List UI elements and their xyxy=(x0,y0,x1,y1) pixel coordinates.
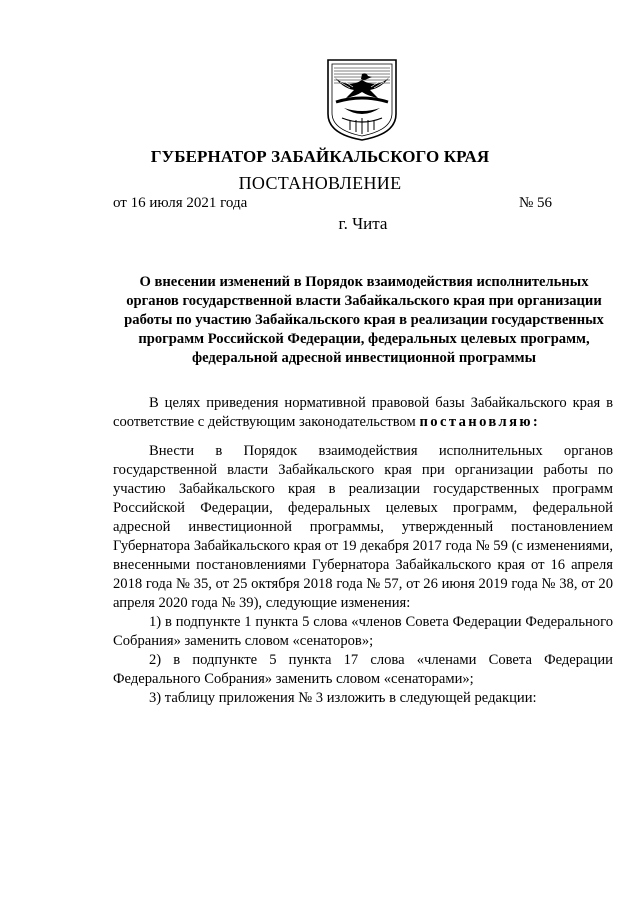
issuing-authority: ГУБЕРНАТОР ЗАБАЙКАЛЬСКОГО КРАЯ xyxy=(150,147,490,166)
coat-of-arms-icon xyxy=(326,58,398,142)
resolve-word: постановляю: xyxy=(419,414,541,430)
amendment-item-3: 3) таблицу приложения № 3 изложить в следующей редакции: xyxy=(149,690,537,706)
document-date: от 16 июля 2021 года xyxy=(113,195,248,211)
amendment-item-1: 1) в подпункте 1 пункта 5 слова «членов Совета Федерации Федерального Собрания» заменить словом «сенаторов»; xyxy=(113,614,613,649)
document-body xyxy=(113,394,613,708)
main-paragraph: Внести в Порядок взаимодействия исполнительных органов государственной власти Забайкальского края при организации работы по участию Забайкальского края в реализации государственных программ Российской Федерации, федеральных целевых программ, федеральной адресной инвестиционной программы, утвержденный постановлением Губернатора Забайкальского края от 19 декабря 2017 года № 59 (с изменениями, внесенными постановлениями Губернатора Забайкальского края от 16 апреля 2018 года № 35, от 25 октября 2018 года № 57, от 26 июня 2019 года № 38, от 20 апреля 2020 года № 39), следующие изменения: xyxy=(113,443,613,611)
document-type: ПОСТАНОВЛЕНИЕ xyxy=(238,173,402,193)
document-number: № 56 xyxy=(518,195,552,211)
preamble-text: В целях приведения нормативной правовой базы Забайкальского края в соответствие с действующим законодательством xyxy=(113,395,613,430)
amendment-item-2: 2) в подпункте 5 пункта 17 слова «членами Совета Федерации Федерального Собрания» заменить словом «сенаторами»; xyxy=(113,652,613,687)
coat-of-arms-graphic xyxy=(326,58,398,142)
document-title: О внесении изменений в Порядок взаимодействия исполнительных органов государственной власти Забайкальского края при организации работы по участию Забайкальского края в реализации государственных программ Российской Федерации, федеральных целевых программ, федеральной адресной инвестиционной программы xyxy=(124,274,604,366)
document-city: г. Чита xyxy=(338,214,388,233)
preamble-paragraph xyxy=(113,394,613,432)
